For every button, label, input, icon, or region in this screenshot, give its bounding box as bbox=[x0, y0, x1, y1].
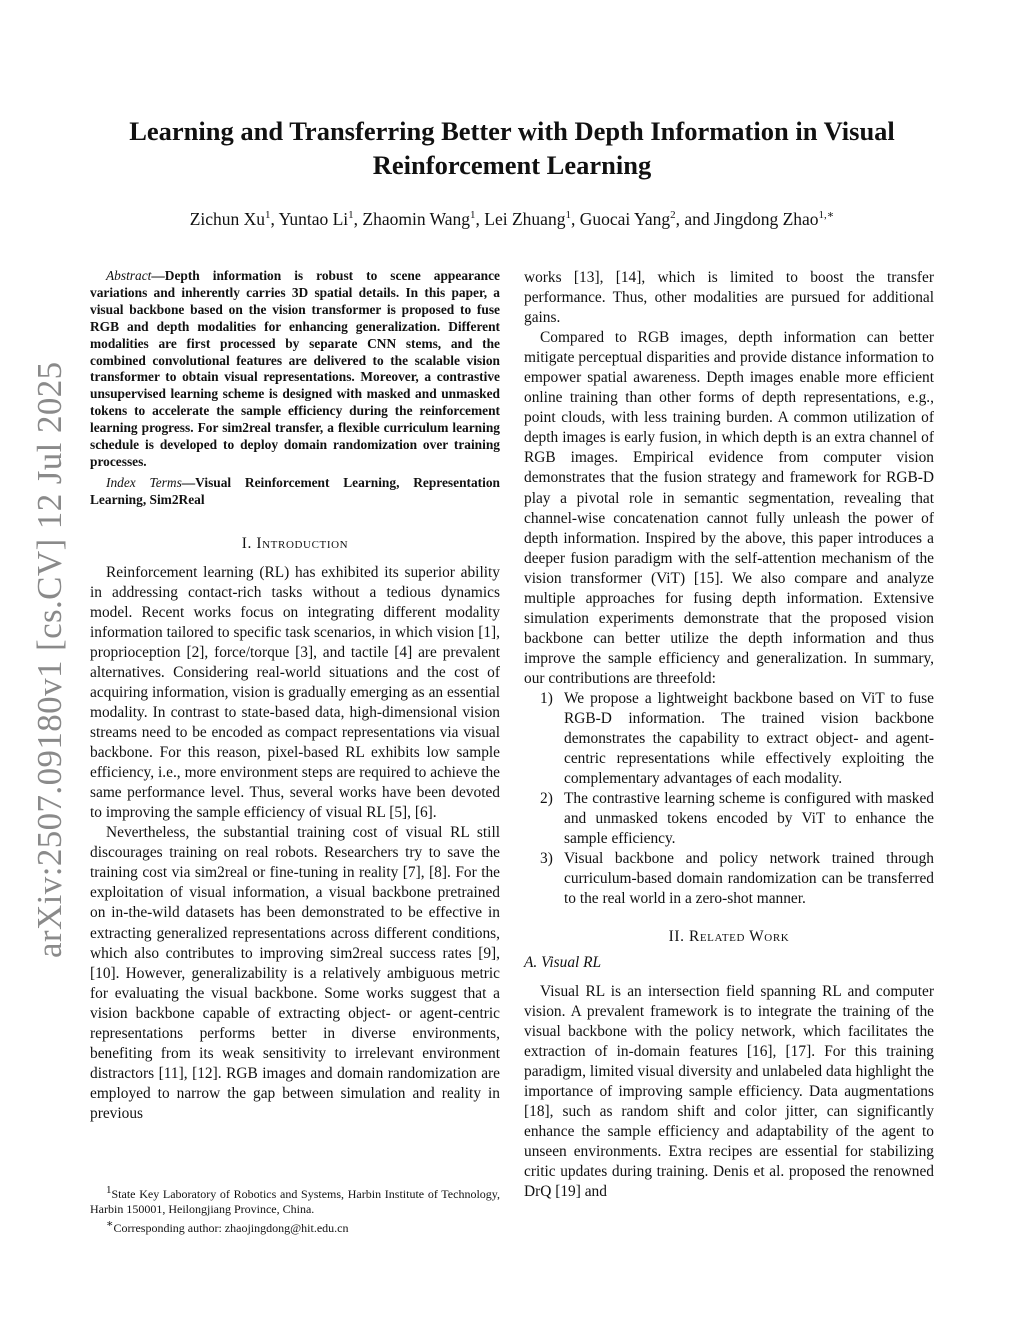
list-item bbox=[524, 689, 934, 789]
list-item-number: 1) bbox=[540, 689, 553, 707]
paper-title: Learning and Transferring Better with Depth Information in Visual Reinforcement Learning bbox=[129, 116, 895, 180]
author-list: Zichun Xu$^1$, Yuntao Li$^1$, Zhaomin Wang$^1$, Lei Zhuang$^1$, Guocai Yang$^2$, and Jingdong Zhao$^{1,∗}$ bbox=[189, 208, 835, 229]
author: Jingdong Zhao bbox=[714, 208, 819, 229]
contribution-list bbox=[524, 689, 934, 910]
author: Guocai Yang bbox=[579, 208, 671, 229]
abstract-label: Abstract bbox=[106, 268, 152, 283]
section-heading-introduction: I. Introduction bbox=[241, 534, 349, 552]
list-item-number: 3) bbox=[540, 850, 553, 868]
author-affiliation-mark: 1 bbox=[470, 209, 476, 221]
list-item bbox=[524, 789, 934, 849]
index-terms-label: Index Terms bbox=[106, 474, 182, 490]
body-paragraph: Reinforcement learning (RL) has exhibited its superior ability in addressing contact-rich tasks without a tedious dynamics model. Recent works focus on integrating different modality information tailored to specific task scenarios, in which vision [1], proprioception [2], force/torque [3], and tactile [4] are prevalent alternatives. Considering real-world situations and the cost of acquiring information, vision is gradually emerging as an essential modality. In contrast to state-based data, high-dimensional vision streams need to be encoded as compact representations via visual backbone. For this reason, pixel-based RL exhibits low sample efficiency, i.e., more environment steps are required to achieve the same performance level. Thus, several works have been devoted to improving the sample efficiency of visual RL [5], [6]. bbox=[90, 563, 500, 822]
footnote-text: Corresponding author: zhaojingdong@hit.edu.cn bbox=[113, 1221, 349, 1235]
body-paragraph: Compared to RGB images, depth information can better mitigate perceptual disparities and provide distance information to empower spatial awareness. Depth images enable more efficient online training than other forms of depth representations, e.g., point clouds, with less training burden. A common utilization of depth images is early fusion, in which depth is an extra channel of RGB images. Empirical evidence from computer vision demonstrates that the fusion strategy and framework for RGB-D play a pivotal role in semantic segmentation, revealing that channel-wise concatenation cannot fully unleash the power of depth information. Inspired by the above, this paper introduces a deeper fusion paradigm with the self-attention mechanism of the vision transformer (ViT) [15]. We also compare and analyze multiple approaches for fusing depth information. Extensive simulation experiments demonstrate that the proposed vision backbone can better utilize the depth information and thus improve the sample efficiency and generalization. In summary, our contributions are threefold: bbox=[524, 329, 934, 687]
arxiv-identifier: arXiv:2507.09180v1 [cs.CV] 12 Jul 2025 bbox=[30, 361, 69, 958]
body-paragraph: Nevertheless, the substantial training cost of visual RL still discourages training on real robots. Researchers try to save the training cost via sim2real or fine-tuning in reality [7], [8]. For the exploitation of visual information, a visual backbone pretrained on in-the-wild datasets has been demonstrated to be effective in extracting generalized representations across different conditions, which also contributes to improving sim2real success rates [9], [10]. However, generalizability is a relatively ambiguous metric for evaluating the visual backbone. Some works suggest that a vision backbone capable of extracting object- or agent-centric representations performs better in diverse environments, benefiting from its weak sensitivity to irrelevant environment distractors [11], [12]. RGB images and domain randomization are employed to narrow the gap between simulation and reality in previous bbox=[90, 824, 500, 1122]
abstract: Abstract—Depth information is robust to scene appearance variations and inherently carries 3D spatial details. In this paper, a visual backbone based on the vision transformer is proposed to fuse RGB and depth modalities for enhancing generalization. Different modalities are first processed by separate CNN stems, and the combined convolutional features are delivered to the scalable vision transformer to obtain visual representations. Moreover, a contrastive unsupervised learning scheme is designed with masked and unmasked tokens to accelerate the sample efficiency during the reinforcement learning progress. For sim2real transfer, a flexible curriculum learning schedule is developed to deploy domain randomization over training processes. bbox=[90, 268, 500, 469]
index-terms-text: Visual Reinforcement Learning, Representation Learning, Sim2Real bbox=[90, 474, 500, 507]
left-column bbox=[90, 268, 500, 1124]
abstract-text: Depth information is robust to scene appearance variations and inherently carries 3D spatial details. In this paper, a visual backbone based on the vision transformer is proposed to fuse RGB and depth modalities for enhancing generalization. Different modalities are first processed by separate CNN stems, and the combined convolutional features are delivered to the scalable vision transformer to obtain visual representations. Moreover, a contrastive unsupervised learning scheme is designed with masked and unmasked tokens to accelerate the sample efficiency during the reinforcement learning progress. For sim2real transfer, a flexible curriculum learning schedule is developed to deploy domain randomization over training processes. bbox=[90, 268, 500, 469]
body-paragraph: Visual RL is an intersection field spanning RL and computer vision. A prevalent framework is to integrate the training of the visual backbone with the policy network, which facilitates the extraction of in-domain features [16], [17]. For this training paradigm, limited visual diversity and unlabeled data highlight the importance of improving sample efficiency. Data augmentations [18], such as random shift and color jitter, can significantly enhance the sample efficiency and adaptability of the agent to unseen environments. Extra recipes are essential for stabilizing critic updates during training. Denis et al. proposed the renowned DrQ [19] and bbox=[524, 982, 934, 1200]
author: Zhaomin Wang bbox=[362, 208, 471, 229]
list-item-text: We propose a lightweight backbone based on ViT to fuse RGB-D information. The trained vision backbone demonstrates the capability to extract object- and agent-centric representations while effectively exploiting the complementary advantages of each modality. bbox=[564, 689, 934, 788]
list-item-number: 2) bbox=[540, 790, 553, 808]
footnote-text: State Key Laboratory of Robotics and Systems, Harbin Institute of Technology, Harbin 150001, Heilongjiang Province, China. bbox=[90, 1187, 500, 1216]
footnote bbox=[90, 1217, 500, 1236]
author: Zichun Xu bbox=[189, 208, 266, 229]
author-affiliation-mark: 1 bbox=[265, 209, 271, 221]
footnote bbox=[90, 1183, 500, 1217]
author-affiliation-mark: 1 bbox=[565, 209, 571, 221]
author-affiliation-mark: 1,∗ bbox=[818, 209, 835, 221]
list-item-text: The contrastive learning scheme is configured with masked and unmasked tokens encoded by ViT to enhance the sample efficiency. bbox=[564, 790, 934, 848]
author-affiliation-mark: 1 bbox=[348, 209, 354, 221]
body-paragraph-continued: works [13], [14], which is limited to boost the transfer performance. Thus, other modalities are pursued for additional gains. bbox=[524, 269, 934, 327]
subsection-heading: A. Visual RL bbox=[524, 953, 602, 971]
footnote-mark: ∗ bbox=[106, 1218, 114, 1230]
list-item bbox=[524, 849, 934, 909]
index-terms: Index Terms—Visual Reinforcement Learning, Representation Learning, Sim2Real bbox=[90, 474, 500, 507]
footnotes bbox=[90, 1183, 500, 1236]
footnote-mark: 1 bbox=[106, 1184, 112, 1196]
author: Yuntao Li bbox=[278, 208, 349, 229]
author-affiliation-mark: 2 bbox=[670, 209, 676, 221]
list-item-text: Visual backbone and policy network trained through curriculum-based domain randomization can be transferred to the real world in a zero-shot manner. bbox=[564, 850, 934, 908]
section-heading-related-work: II. Related Work bbox=[668, 927, 790, 945]
author: Lei Zhuang bbox=[484, 208, 566, 229]
right-column bbox=[524, 268, 934, 1202]
